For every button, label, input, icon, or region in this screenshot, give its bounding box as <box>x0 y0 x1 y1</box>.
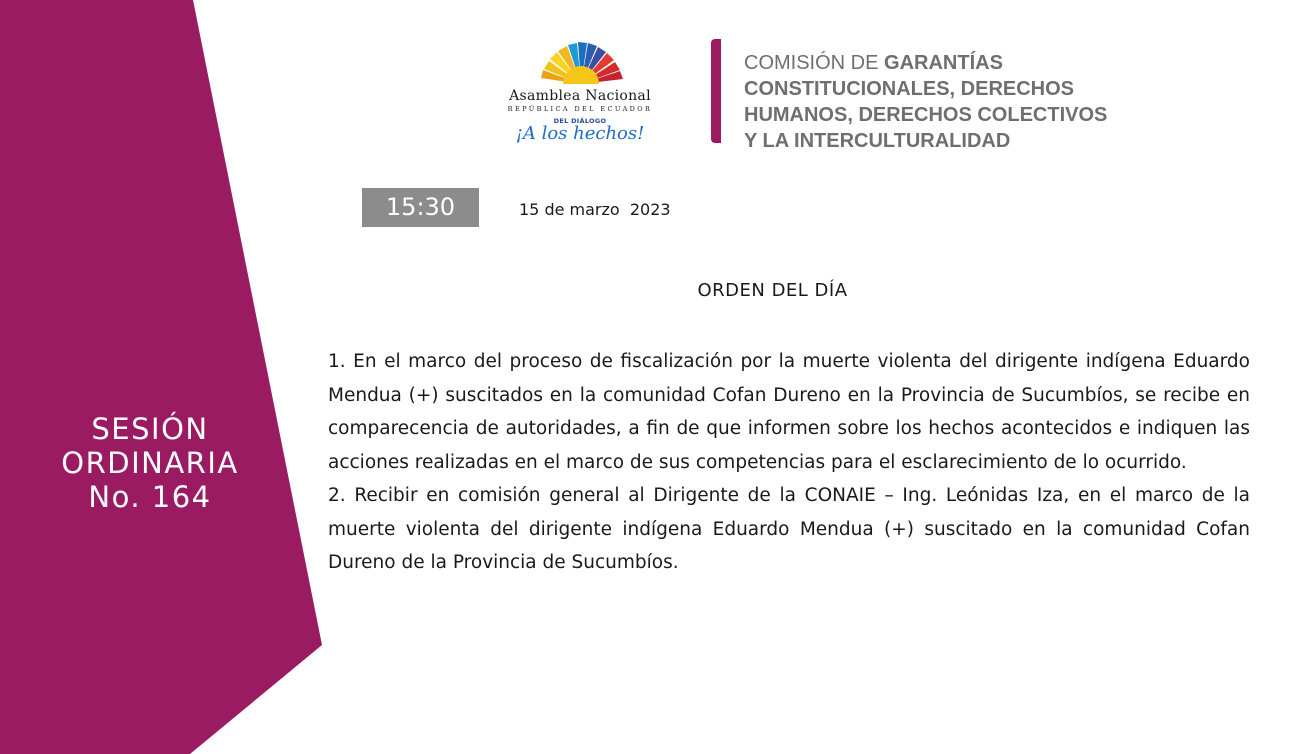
commission-line2: CONSTITUCIONALES, DERECHOS <box>744 78 1075 100</box>
commission-line3: HUMANOS, DERECHOS COLECTIVOS <box>744 104 1108 126</box>
logo-name: Asamblea Nacional <box>509 88 651 104</box>
session-title-line3: No. 164 <box>88 480 212 514</box>
session-date: 15 de marzo 2023 <box>519 200 671 219</box>
commission-line1-light: COMISIÓN DE <box>744 52 885 74</box>
session-title <box>20 412 280 514</box>
logo-subtitle: REPÚBLICA DEL ECUADOR <box>507 105 653 113</box>
time-badge: 15:30 <box>362 188 479 227</box>
agenda-item-2: 2. Recibir en comisión general al Dirigente de la CONAIE – Ing. Leónidas Iza, en el marco de la muerte violenta del dirigente indígena Eduardo Mendua (+) suscitado en la comunidad Cofan Dureno de la Provincia de Sucumbíos. <box>328 485 1250 573</box>
commission-line1-bold: GARANTÍAS <box>884 52 1003 74</box>
session-title-line1: SESIÓN <box>91 412 209 446</box>
logo-slogan: ¡A los hechos! <box>515 123 645 144</box>
session-title-line2: ORDINARIA <box>61 446 239 480</box>
agenda-body <box>328 345 1250 580</box>
session-panel-shape <box>0 0 330 754</box>
sun-emblem-icon <box>536 38 626 88</box>
logo-tag: DEL DIÁLOGO <box>553 117 607 125</box>
session-panel <box>0 0 330 754</box>
agenda-heading: ORDEN DEL DÍA <box>697 280 848 301</box>
agenda-item-1: 1. En el marco del proceso de fiscalización por la muerte violenta del dirigente indígena Eduardo Mendua (+) suscitados en la comunidad Cofan Dureno en la Provincia de Sucumbíos, se recibe en comparecencia de autoridades, a fin de que informen sobre los hechos acontecidos e indiquen las acciones realizadas en el marco de sus competencias para el esclarecimiento de lo ocurrido. <box>328 351 1250 473</box>
commission-line4: Y LA INTERCULTURALIDAD <box>744 130 1011 152</box>
asamblea-logo <box>484 38 676 150</box>
commission-name <box>744 50 1284 154</box>
header-divider <box>711 39 721 143</box>
